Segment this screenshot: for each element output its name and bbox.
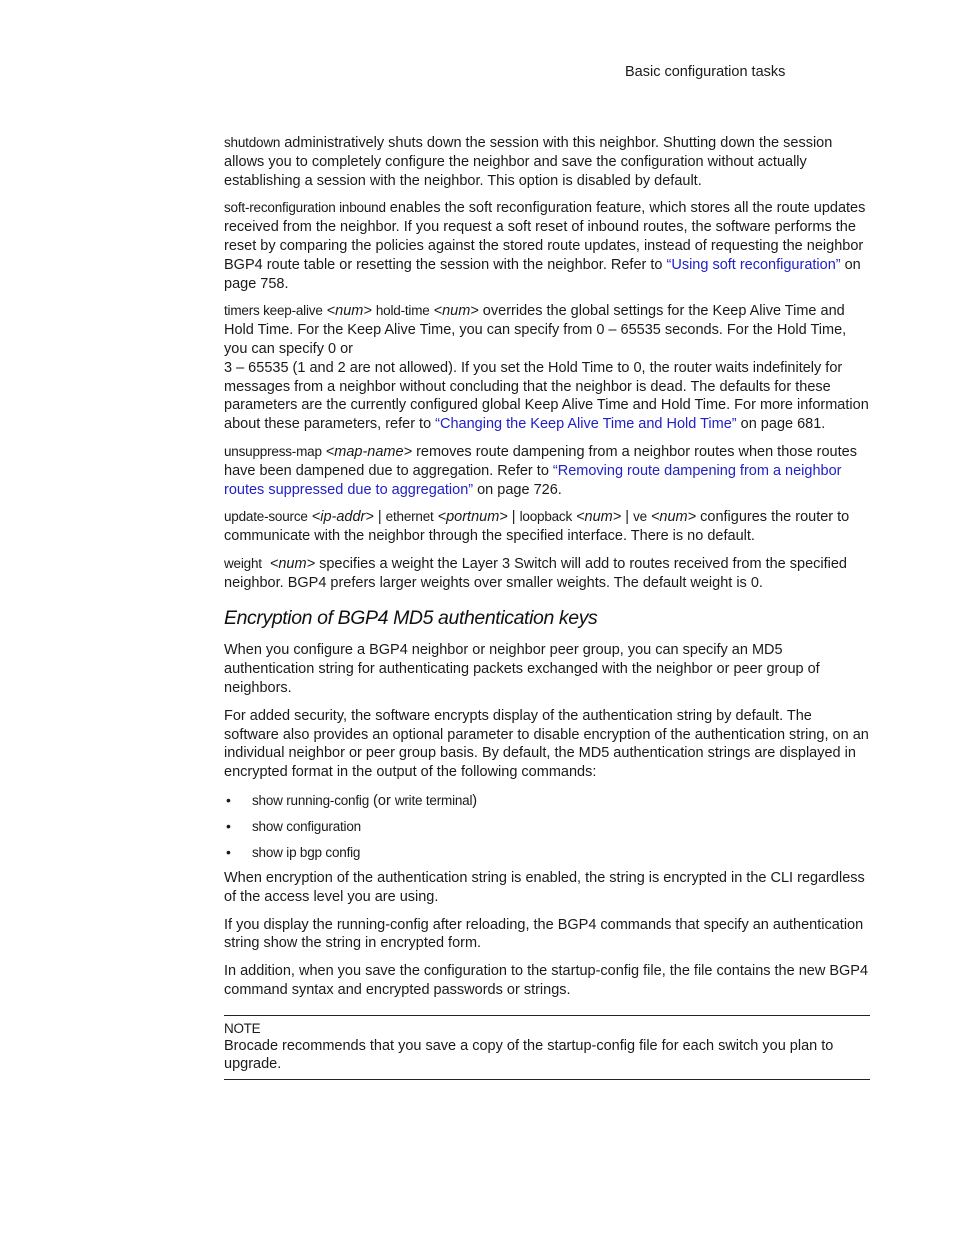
separator: | (373, 509, 386, 526)
list-item (224, 843, 870, 863)
command-variable: <ip-addr> (311, 509, 374, 526)
cross-reference-link[interactable]: “Removing route dampening from a neighbor routes suppressed due to aggregation” (224, 462, 842, 498)
section-paragraph-2: For added security, the software encrypts display of the authentication string by default. The software also provides an optional parameter to disable encryption of the authentication string, on an individual neighbor or peer group basis. By default, the MD5 authentication strings are displayed in encrypted format in the output of the following commands: (224, 707, 869, 781)
note-label: NOTE (224, 1020, 261, 1036)
command-keyword: soft-reconfiguration inbound (224, 200, 386, 216)
command-keyword: timers keep-alive (224, 303, 323, 319)
list-text: (or (369, 792, 395, 809)
cross-reference-link[interactable]: “Using soft reconfiguration” (666, 256, 841, 273)
list-text: ) (472, 792, 478, 809)
cross-reference-link[interactable]: “Changing the Keep Alive Time and Hold Time” (435, 416, 737, 433)
command-keyword: update-source (224, 509, 308, 525)
paragraph-text: administratively shuts down the session with this neighbor. Shutting down the session allows you to completely configure the neighbor and save the configuration without actually establishing a session with the neighbor. This option is disabled by default. (224, 135, 833, 189)
running-header: Basic configuration tasks (625, 64, 786, 80)
command-keyword: show running-config (252, 792, 370, 808)
command-keyword: weight (224, 555, 262, 571)
command-variable: <portnum> (437, 509, 508, 526)
list-item (224, 791, 870, 811)
paragraph-text: overrides the global settings for the Keep Alive Time and Hold Time. For the Keep Alive Time, you can specify from 0 – 65535 seconds. For the Hold Time, you can specify 0 or (224, 303, 847, 357)
section-paragraph-5: In addition, when you save the configuration to the startup-config file, the file contains the new BGP4 command syntax and encrypted passwords or strings. (224, 963, 869, 998)
separator: | (621, 509, 634, 526)
command-bullet-list (224, 791, 870, 863)
command-keyword: show ip bgp config (252, 844, 361, 860)
page-reference: on page 681. (736, 416, 826, 433)
page-reference: on page 726. (473, 481, 562, 498)
soft-reconfiguration-paragraph (224, 199, 870, 293)
bullet-icon: • (226, 791, 231, 808)
bullet-icon: • (226, 843, 231, 860)
spacer (262, 556, 270, 572)
command-variable: <num> (326, 303, 372, 320)
paragraph-text: configures the router to communicate with the neighbor through the specified interface. There is no default. (224, 509, 850, 545)
command-keyword: show configuration (252, 818, 361, 834)
command-keyword: shutdown (224, 135, 281, 150)
section-paragraph-1: When you configure a BGP4 neighbor or neighbor peer group, you can specify an MD5 authentication string for authenticating packets exchanged with the neighbor or peer group of neighbors. (224, 642, 820, 696)
note-text: Brocade recommends that you save a copy of the startup-config file for each switch you plan to upgrade. (224, 1037, 834, 1073)
update-source-paragraph (224, 508, 870, 546)
timers-paragraph (224, 302, 870, 434)
section-heading: Encryption of BGP4 MD5 authentication keys (224, 606, 598, 629)
command-variable: <num> (576, 509, 622, 526)
list-item (224, 817, 870, 837)
command-keyword: hold-time (375, 303, 430, 319)
command-keyword: ve (633, 509, 647, 525)
section-paragraph-4: If you display the running-config after reloading, the BGP4 commands that specify an authentication string show the string in encrypted form. (224, 916, 864, 952)
paragraph-text: enables the soft reconfiguration feature, which stores all the route updates received from the neighbor. If you request a soft reset of inbound routes, the software performs the reset by comparing the policies against the stored route updates, instead of requesting the neighbor BGP4 route table or resetting the session with the neighbor. Refer to (224, 200, 866, 273)
separator: | (507, 509, 520, 526)
weight-paragraph (224, 555, 870, 593)
paragraph-text: 3 – 65535 (1 and 2 are not allowed). If you set the Hold Time to 0, the router waits indefinitely for messages from a neighbor without concluding that the neighbor is dead. The defaults for these parameters are the currently configured global Keep Alive Time and Hold Time. For more information about these parameters, refer to (224, 359, 869, 433)
page-content (224, 134, 870, 1080)
page-reference: on page 758. (224, 256, 861, 292)
shutdown-paragraph (224, 134, 870, 190)
command-variable: <num> (433, 303, 479, 320)
section-paragraph-3: When encryption of the authentication string is enabled, the string is encrypted in the CLI regardless of the access level you are using. (224, 869, 865, 905)
command-keyword: ethernet (385, 509, 434, 525)
command-keyword: loopback (519, 509, 573, 525)
unsuppress-map-paragraph (224, 443, 870, 499)
note-box (224, 1015, 870, 1081)
command-variable: <map-name> (325, 443, 413, 460)
command-keyword: unsuppress-map (224, 443, 322, 459)
paragraph-text: removes route dampening from a neighbor routes when those routes have been dampened due to aggregation. Refer to (224, 443, 857, 479)
command-keyword: write terminal (394, 792, 473, 808)
command-variable: <num> (650, 509, 697, 526)
bullet-icon: • (226, 817, 231, 834)
command-variable: <num> (269, 555, 316, 572)
paragraph-text: specifies a weight the Layer 3 Switch will add to routes received from the specified neighbor. BGP4 prefers larger weights over smaller weights. The default weight is 0. (224, 555, 847, 591)
